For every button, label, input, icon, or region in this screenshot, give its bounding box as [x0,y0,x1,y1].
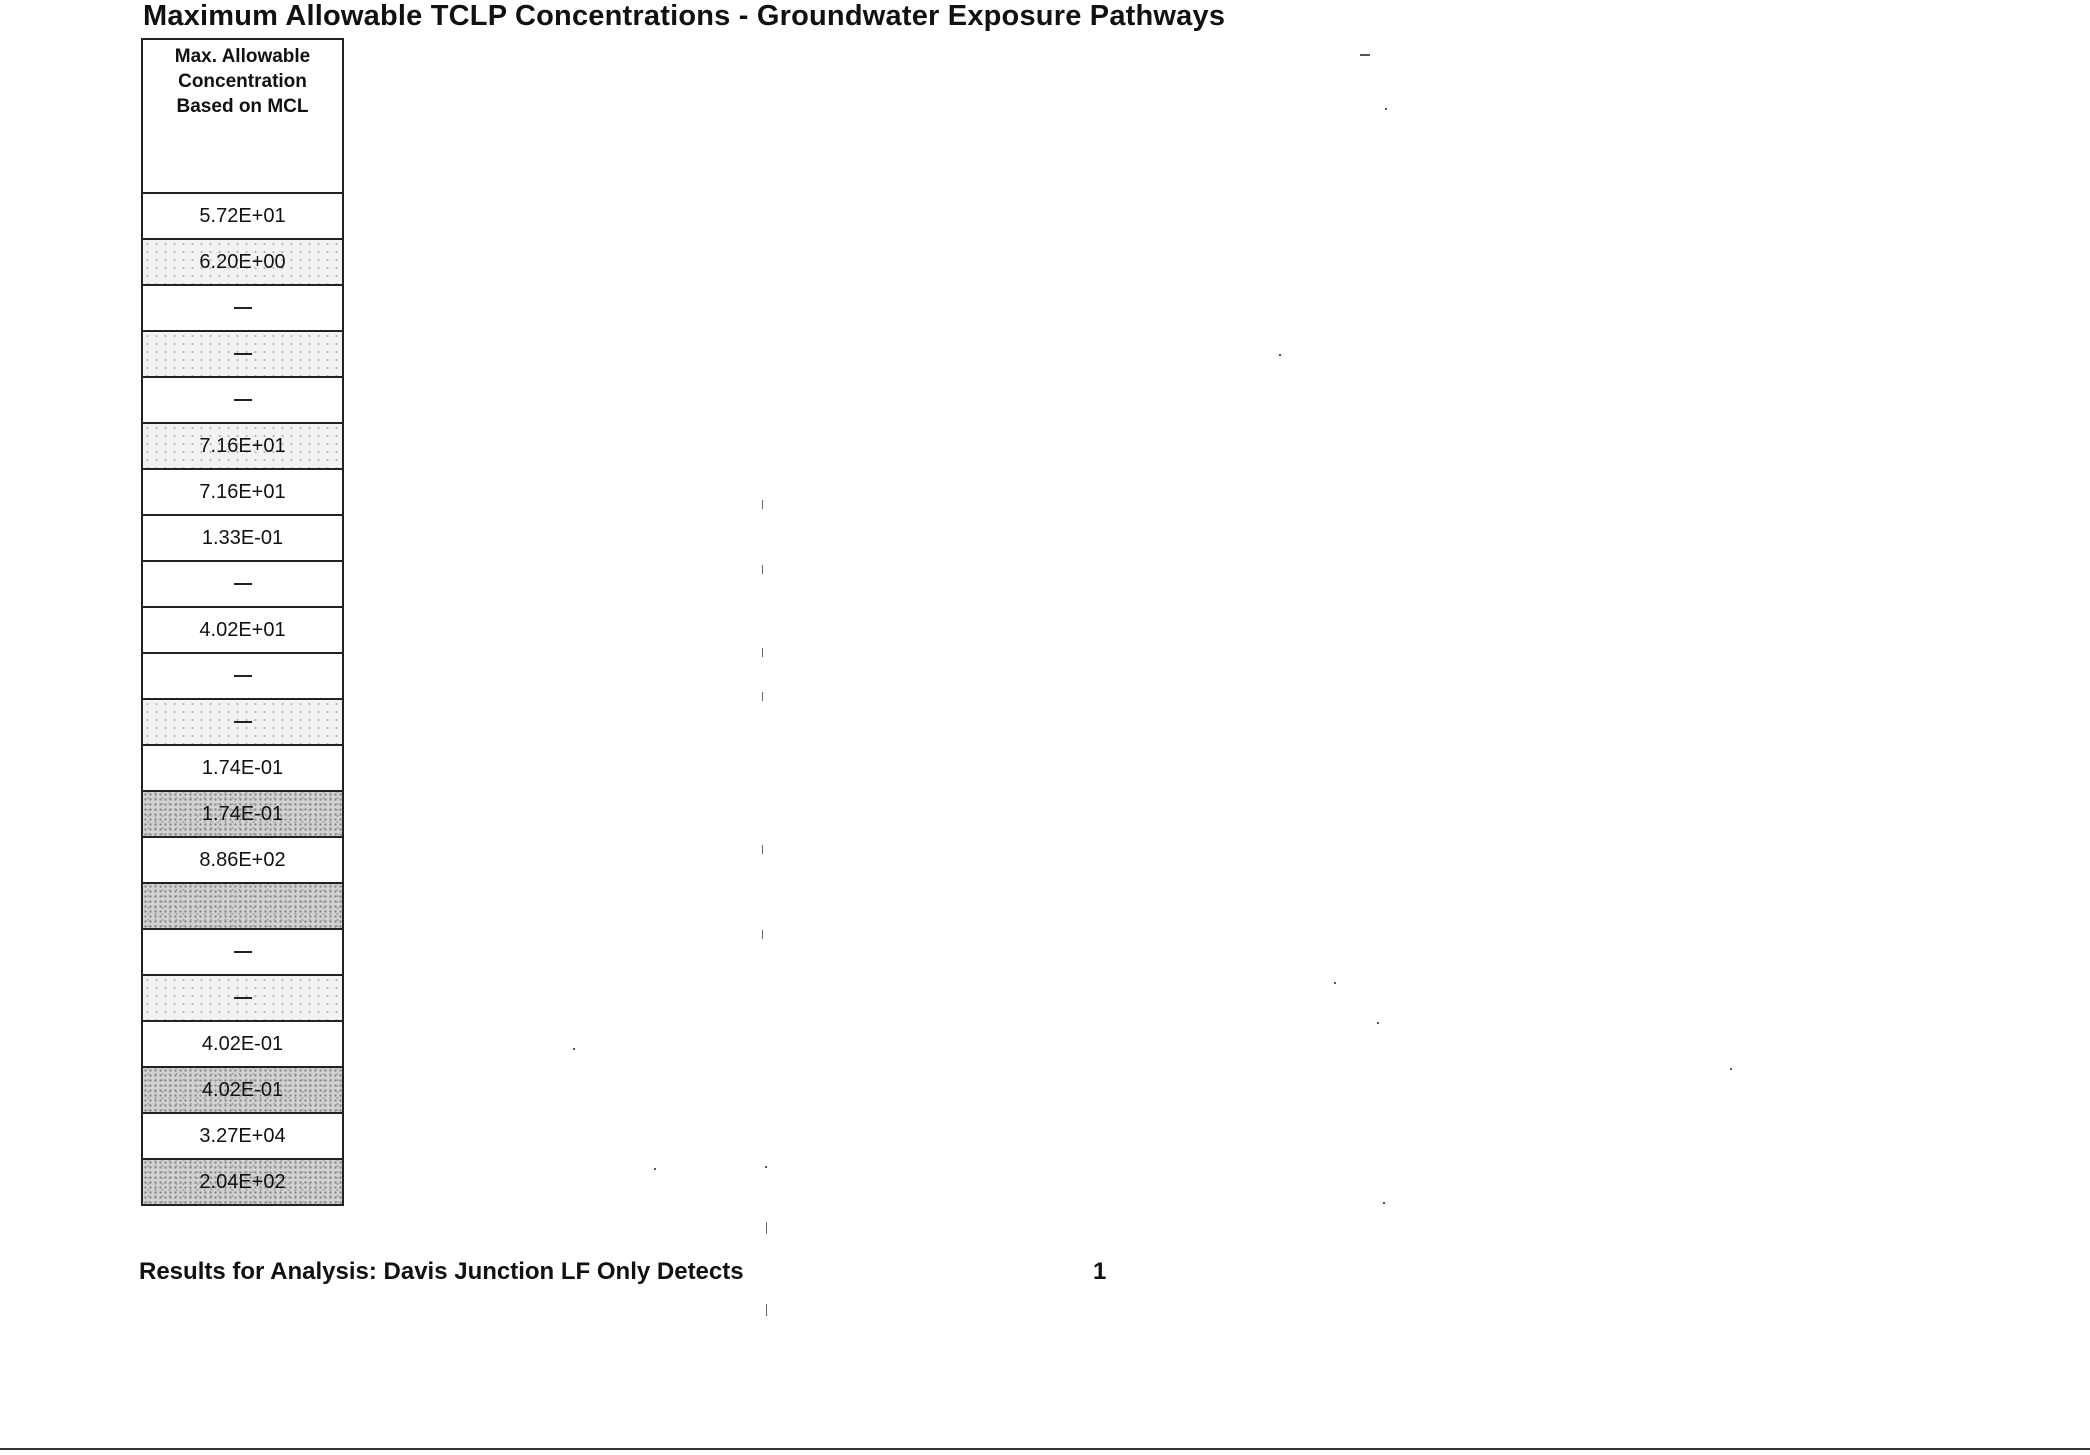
concentration-value: 5.72E+01 [199,204,286,227]
table-row [142,515,343,561]
table-row [142,1113,343,1159]
concentration-value: 6.20E+00 [199,250,286,273]
table-row [142,699,343,745]
concentration-cell [142,331,343,377]
table-row [142,883,343,929]
table-row [142,423,343,469]
scan-speck [1279,354,1281,356]
concentration-value: 4.02E-01 [201,1032,284,1055]
concentration-table [141,38,344,1206]
bottom-rule [0,1448,2090,1450]
table-row [142,837,343,883]
concentration-cell [142,423,343,469]
column-header [142,39,343,193]
table-row [142,331,343,377]
table-row [142,975,343,1021]
scan-tick [762,930,763,939]
scan-speck [1360,54,1370,56]
no-value-dash [234,583,252,585]
table-row [142,561,343,607]
column-header-label: Max. Allowable Concentration Based on MCL [174,46,311,117]
concentration-value: 1.33E-01 [201,526,284,549]
table-row [142,193,343,239]
scan-speck [765,1166,767,1168]
scan-speck [573,1048,575,1050]
concentration-cell [142,1021,343,1067]
table-body [142,193,343,1205]
no-value-dash [234,307,252,309]
concentration-value: 7.16E+01 [199,434,286,457]
table-row [142,653,343,699]
scan-speck [1377,1022,1379,1024]
table-header-row [142,39,343,193]
scan-tick [762,648,763,657]
concentration-cell [142,285,343,331]
concentration-value: 1.74E-01 [201,756,284,779]
table-row [142,607,343,653]
no-value-dash [234,399,252,401]
concentration-value: 1.74E-01 [201,802,284,825]
concentration-cell [142,791,343,837]
table-row [142,377,343,423]
concentration-cell [142,193,343,239]
analysis-label: Results for Analysis: Davis Junction LF Only Detects [139,1258,744,1285]
scan-tick [762,845,763,854]
no-value-dash [234,721,252,723]
table-row [142,285,343,331]
scan-tick [766,1222,767,1234]
concentration-value: 4.02E+01 [199,618,286,641]
table-row [142,1159,343,1205]
scan-tick [762,692,763,701]
table-row [142,745,343,791]
concentration-cell [142,607,343,653]
no-value-dash [234,353,252,355]
scan-tick [762,500,763,509]
concentration-cell [142,1159,343,1205]
scan-speck [1385,108,1387,110]
concentration-cell [142,515,343,561]
scan-speck [654,1168,656,1170]
concentration-cell [142,883,343,929]
concentration-cell [142,653,343,699]
concentration-value: 2.04E+02 [199,1170,286,1193]
concentration-cell [142,975,343,1021]
concentration-cell [142,745,343,791]
scan-tick [762,565,763,574]
scan-speck [1730,1068,1732,1070]
concentration-value: 8.86E+02 [199,848,286,871]
concentration-cell [142,929,343,975]
scan-speck [1383,1202,1385,1204]
concentration-cell [142,1067,343,1113]
concentration-cell [142,1113,343,1159]
concentration-cell [142,561,343,607]
no-value-dash [234,951,252,953]
table-row [142,1021,343,1067]
no-value-dash [234,997,252,999]
concentration-cell [142,239,343,285]
concentration-cell [142,469,343,515]
table-row [142,239,343,285]
concentration-value: 3.27E+04 [199,1124,286,1147]
concentration-value: 4.02E-01 [201,1078,284,1101]
table-row [142,469,343,515]
no-value-dash [234,675,252,677]
concentration-cell [142,377,343,423]
concentration-cell [142,837,343,883]
scan-tick [766,1304,767,1316]
concentration-value: 7.16E+01 [199,480,286,503]
scan-speck [1334,982,1336,984]
table-row [142,1067,343,1113]
page-title: Maximum Allowable TCLP Concentrations - Groundwater Exposure Pathways [143,0,1226,32]
table-row [142,929,343,975]
page-number: 1 [1093,1258,1107,1285]
table-row [142,791,343,837]
concentration-cell [142,699,343,745]
